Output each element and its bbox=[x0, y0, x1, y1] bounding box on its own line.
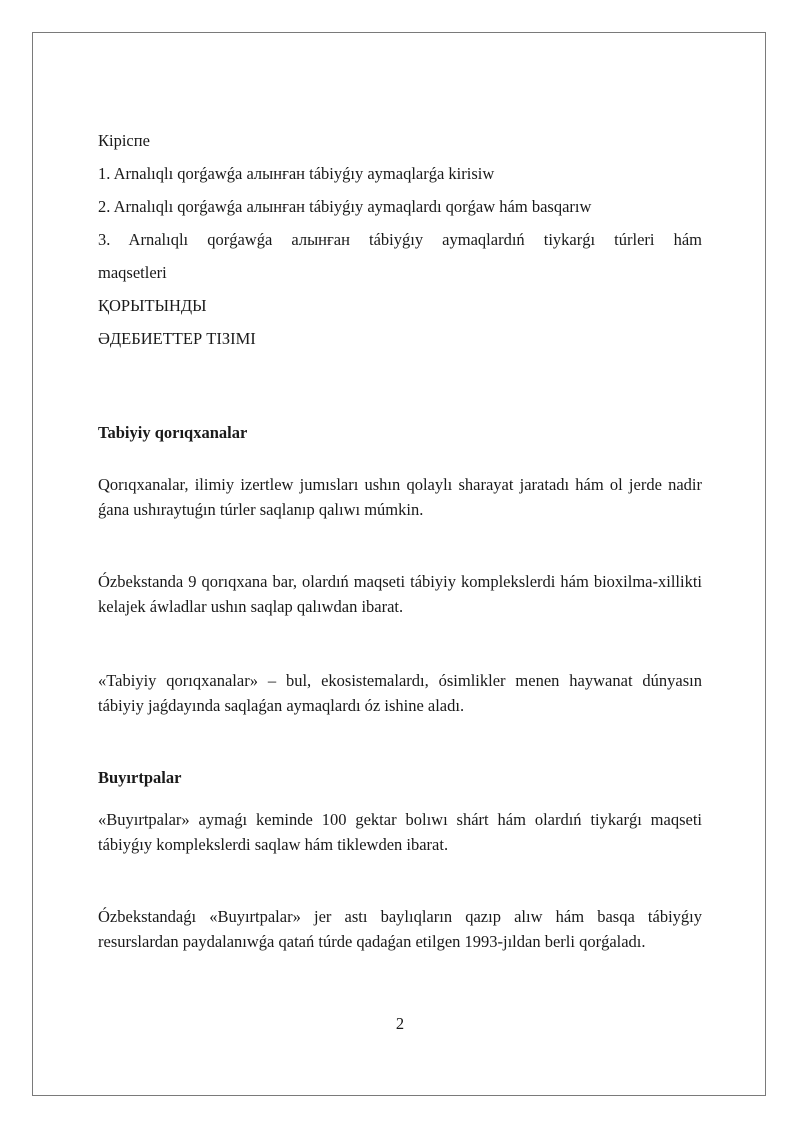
page-number: 2 bbox=[395, 1014, 405, 1033]
section-heading-reserves: Tabiyiy qorıqxanalar bbox=[98, 423, 248, 442]
toc-item-conclusion: ҚОРЫТЫНДЫ bbox=[98, 296, 207, 315]
toc-item-2: 2. Arnalıqlı qorǵawǵa алынған tábiyǵıy aymaqlardı qorǵaw hám basqarıw bbox=[98, 197, 592, 216]
section-heading-sanctuaries: Buyırtpalar bbox=[98, 768, 182, 787]
paragraph-reserves-3: «Tabiyiy qorıqxanalar» – bul, ekosistemalardı, ósimlikler menen haywanat dúnyasın tábiyiy jaǵdayında saqlaǵan aymaqlardı óz ishine aladı. bbox=[98, 671, 702, 715]
paragraph-sanctuaries-1: «Buyırtpalar» aymaǵı keminde 100 gektar bolıwı shárt hám olardıń tiykarǵı maqseti tábiyǵıy komplekslerdi saqlaw hám tiklewden ibarat. bbox=[98, 810, 702, 854]
toc-item-intro: Кiрiспе bbox=[98, 131, 150, 150]
toc-item-3: 3. Arnalıqlı qorǵawǵa алынған tábiyǵıy aymaqlardıń tiykarǵı túrleri hám bbox=[98, 230, 702, 249]
table-of-contents bbox=[98, 128, 702, 359]
paragraph-reserves-2: Ózbekstanda 9 qorıqxana bar, olardıń maqseti tábiyiy komplekslerdi hám bioxilma-xillikti kelajek áwladlar ushın saqlap qalıwdan ibarat. bbox=[98, 572, 702, 616]
toc-item-references: ӘДЕБИЕТТЕР ТIЗIМI bbox=[98, 329, 256, 348]
toc-item-3-continued: maqsetleri bbox=[98, 263, 167, 282]
paragraph-sanctuaries-2: Ózbekstandaǵı «Buyırtpalar» jer astı baylıqların qazıp alıw hám basqa tábiyǵıy resurslardan paydalanıwǵa qatań túrde qadaǵan etilgen 1993-jıldan berli qorǵaladı. bbox=[98, 907, 702, 951]
paragraph-reserves-1: Qorıqxanalar, ilimiy izertlew jumısları ushın qolaylı sharayat jaratadı hám ol jerde nadir ǵana ushıraytuǵın túrler saqlanıp qalıwı múmkin. bbox=[98, 475, 702, 519]
toc-item-1: 1. Arnalıqlı qorǵawǵa алынған tábiyǵıy aymaqlarǵa kirisiw bbox=[98, 164, 495, 183]
